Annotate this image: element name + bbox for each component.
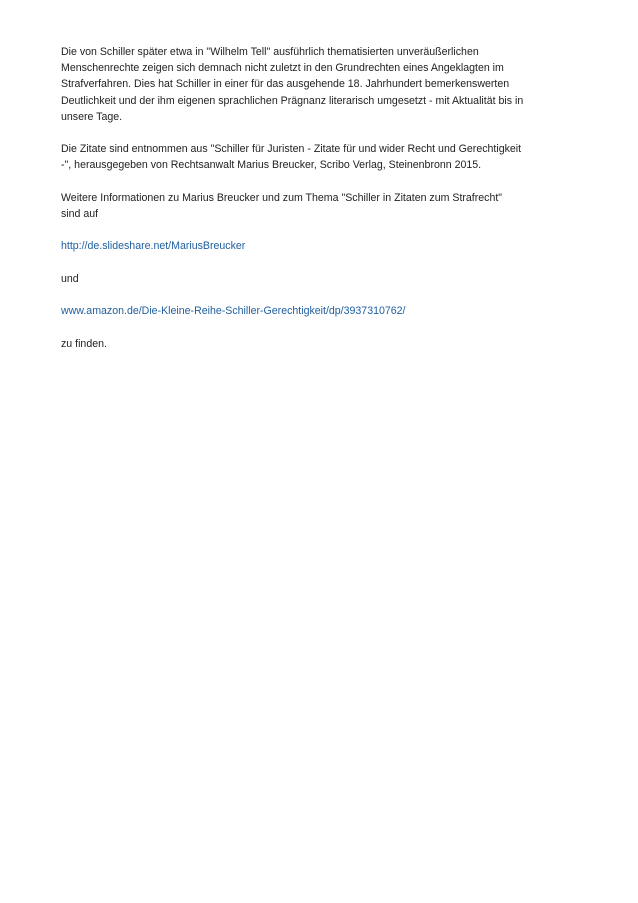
paragraph-connector: [61, 271, 578, 287]
text-line: Deutlichkeit und der ihm eigenen sprachlichen Prägnanz literarisch umgesetzt - mit Aktualität bis in: [61, 94, 524, 107]
text-line: sind auf: [61, 208, 99, 220]
paragraph-closing: [61, 336, 578, 352]
slideshare-link[interactable]: http://de.slideshare.net/MariusBreucker: [61, 240, 246, 253]
text-line: Weitere Informationen zu Marius Breucker und zum Thema "Schiller in Zitaten zum Strafrecht": [61, 191, 503, 204]
amazon-link[interactable]: www.amazon.de/Die-Kleine-Reihe-Schiller-Gerechtigkeit/dp/3937310762/: [61, 305, 406, 318]
closing-text: zu finden.: [61, 337, 107, 350]
paragraph-schiller-menschenrechte: [61, 44, 578, 125]
text-line: Strafverfahren. Dies hat Schiller in einer für das ausgehende 18. Jahrhundert bemerkenswerten: [61, 78, 510, 91]
text-line: unsere Tage.: [61, 110, 123, 123]
paragraph-amazon-link: [61, 303, 578, 319]
connector-text: und: [61, 272, 79, 285]
text-line: Die von Schiller später etwa in "Wilhelm Tell" ausführlich thematisierten unveräußerlichen: [61, 46, 479, 58]
text-line: Die Zitate sind entnommen aus "Schiller für Juristen - Zitate für und wider Recht und Gerechtigkeit: [61, 143, 522, 156]
paragraph-weitere-informationen: [61, 190, 578, 222]
text-line: -", herausgegeben von Rechtsanwalt Marius Breucker, Scribo Verlag, Steinenbronn 2015.: [61, 159, 482, 172]
paragraph-zitate-quelle: [61, 141, 578, 173]
paragraph-slideshare-link: [61, 238, 578, 254]
text-line: Menschenrechte zeigen sich demnach nicht zuletzt in den Grundrechten eines Angeklagten im: [61, 62, 504, 75]
